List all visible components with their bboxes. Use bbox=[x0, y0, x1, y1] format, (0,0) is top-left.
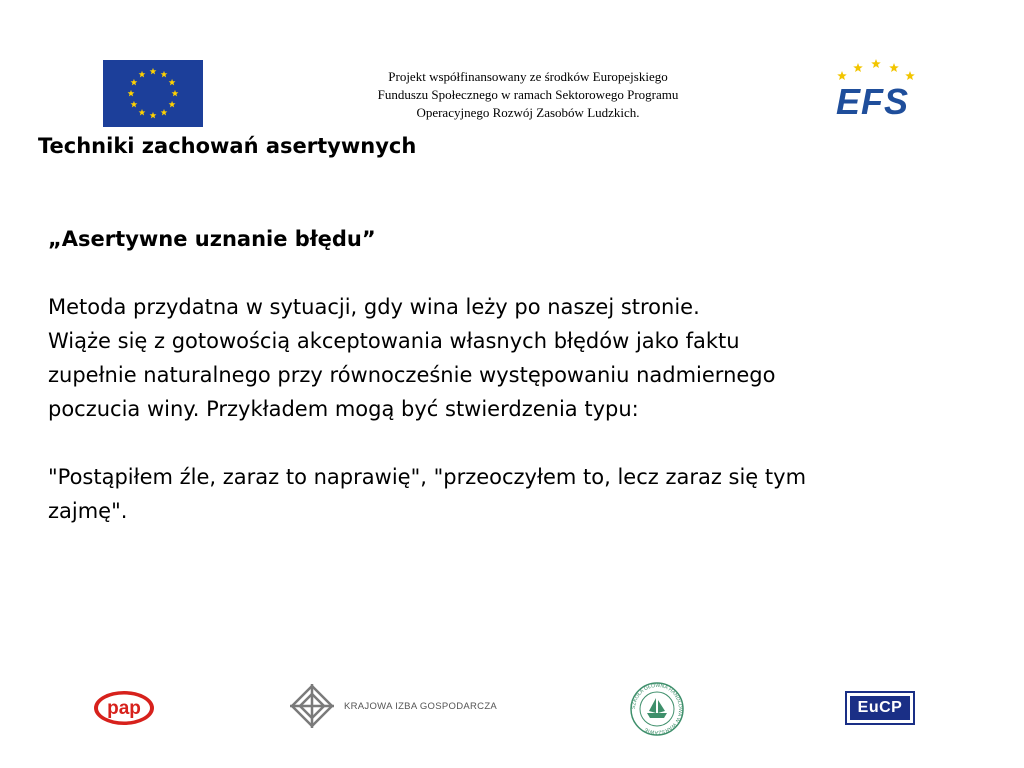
paragraph-line: poczucia winy. Przykładem mogą być stwierdzenia typu: bbox=[48, 397, 639, 421]
eu-star-icon bbox=[131, 101, 138, 108]
kig-logo-text: KRAJOWA IZBA GOSPODARCZA bbox=[344, 701, 498, 712]
efs-star-icon bbox=[837, 71, 847, 80]
paragraph-line: Wiąże się z gotowością akceptowania własnych błędów jako faktu bbox=[48, 329, 740, 353]
eu-star-icon bbox=[139, 109, 146, 116]
slide-content bbox=[48, 222, 968, 528]
eu-star-icon bbox=[172, 90, 179, 97]
example-line: zajmę". bbox=[48, 499, 128, 523]
eu-flag-logo bbox=[103, 60, 203, 127]
example-line: "Postąpiłem źle, zaraz to naprawię", "przeoczyłem to, lecz zaraz się tym bbox=[48, 465, 807, 489]
eu-star-icon bbox=[131, 79, 138, 86]
efs-logo-text: EFS bbox=[836, 81, 910, 122]
eu-star-icon bbox=[150, 68, 157, 75]
funding-line: Operacyjnego Rozwój Zasobów Ludzkich. bbox=[416, 105, 640, 120]
eucp-logo-text: EuCP bbox=[850, 696, 910, 720]
sgh-logo bbox=[628, 680, 686, 738]
eucp-logo bbox=[845, 691, 915, 725]
eu-stars-icon bbox=[103, 60, 203, 127]
funding-line: Projekt współfinansowany ze środków Europejskiego bbox=[388, 69, 668, 84]
eu-star-icon bbox=[139, 71, 146, 78]
efs-star-icon bbox=[889, 63, 899, 72]
subheading: „Asertywne uznanie błędu” bbox=[48, 227, 376, 251]
eu-star-icon bbox=[128, 90, 135, 97]
efs-logo bbox=[832, 56, 922, 122]
paragraph-line: zupełnie naturalnego przy równocześnie występowaniu nadmiernego bbox=[48, 363, 776, 387]
eu-star-icon bbox=[161, 71, 168, 78]
efs-star-icon bbox=[853, 63, 863, 72]
eu-star-icon bbox=[161, 109, 168, 116]
eu-star-icon bbox=[150, 112, 157, 119]
kig-logo bbox=[288, 682, 503, 730]
funding-line: Funduszu Społecznego w ramach Sektorowego Programu bbox=[377, 87, 679, 102]
kig-emblem-icon bbox=[290, 684, 334, 728]
sgh-logo-text: SZKOŁA GŁÓWNA HANDLOWA W WARSZAWIE bbox=[630, 682, 684, 736]
slide-title: Techniki zachowań asertywnych bbox=[38, 134, 417, 158]
pap-logo-text: pap bbox=[107, 698, 141, 719]
spacer bbox=[48, 426, 968, 460]
ship-icon bbox=[647, 698, 667, 718]
efs-stars-icon bbox=[837, 59, 915, 80]
funding-notice bbox=[328, 68, 728, 122]
eu-star-icon bbox=[169, 79, 176, 86]
efs-star-icon bbox=[905, 71, 915, 80]
efs-star-icon bbox=[871, 59, 881, 68]
pap-logo bbox=[93, 690, 155, 726]
eu-star-icon bbox=[169, 101, 176, 108]
spacer bbox=[48, 256, 968, 290]
paragraph-line: Metoda przydatna w sytuacji, gdy wina leży po naszej stronie. bbox=[48, 295, 700, 319]
